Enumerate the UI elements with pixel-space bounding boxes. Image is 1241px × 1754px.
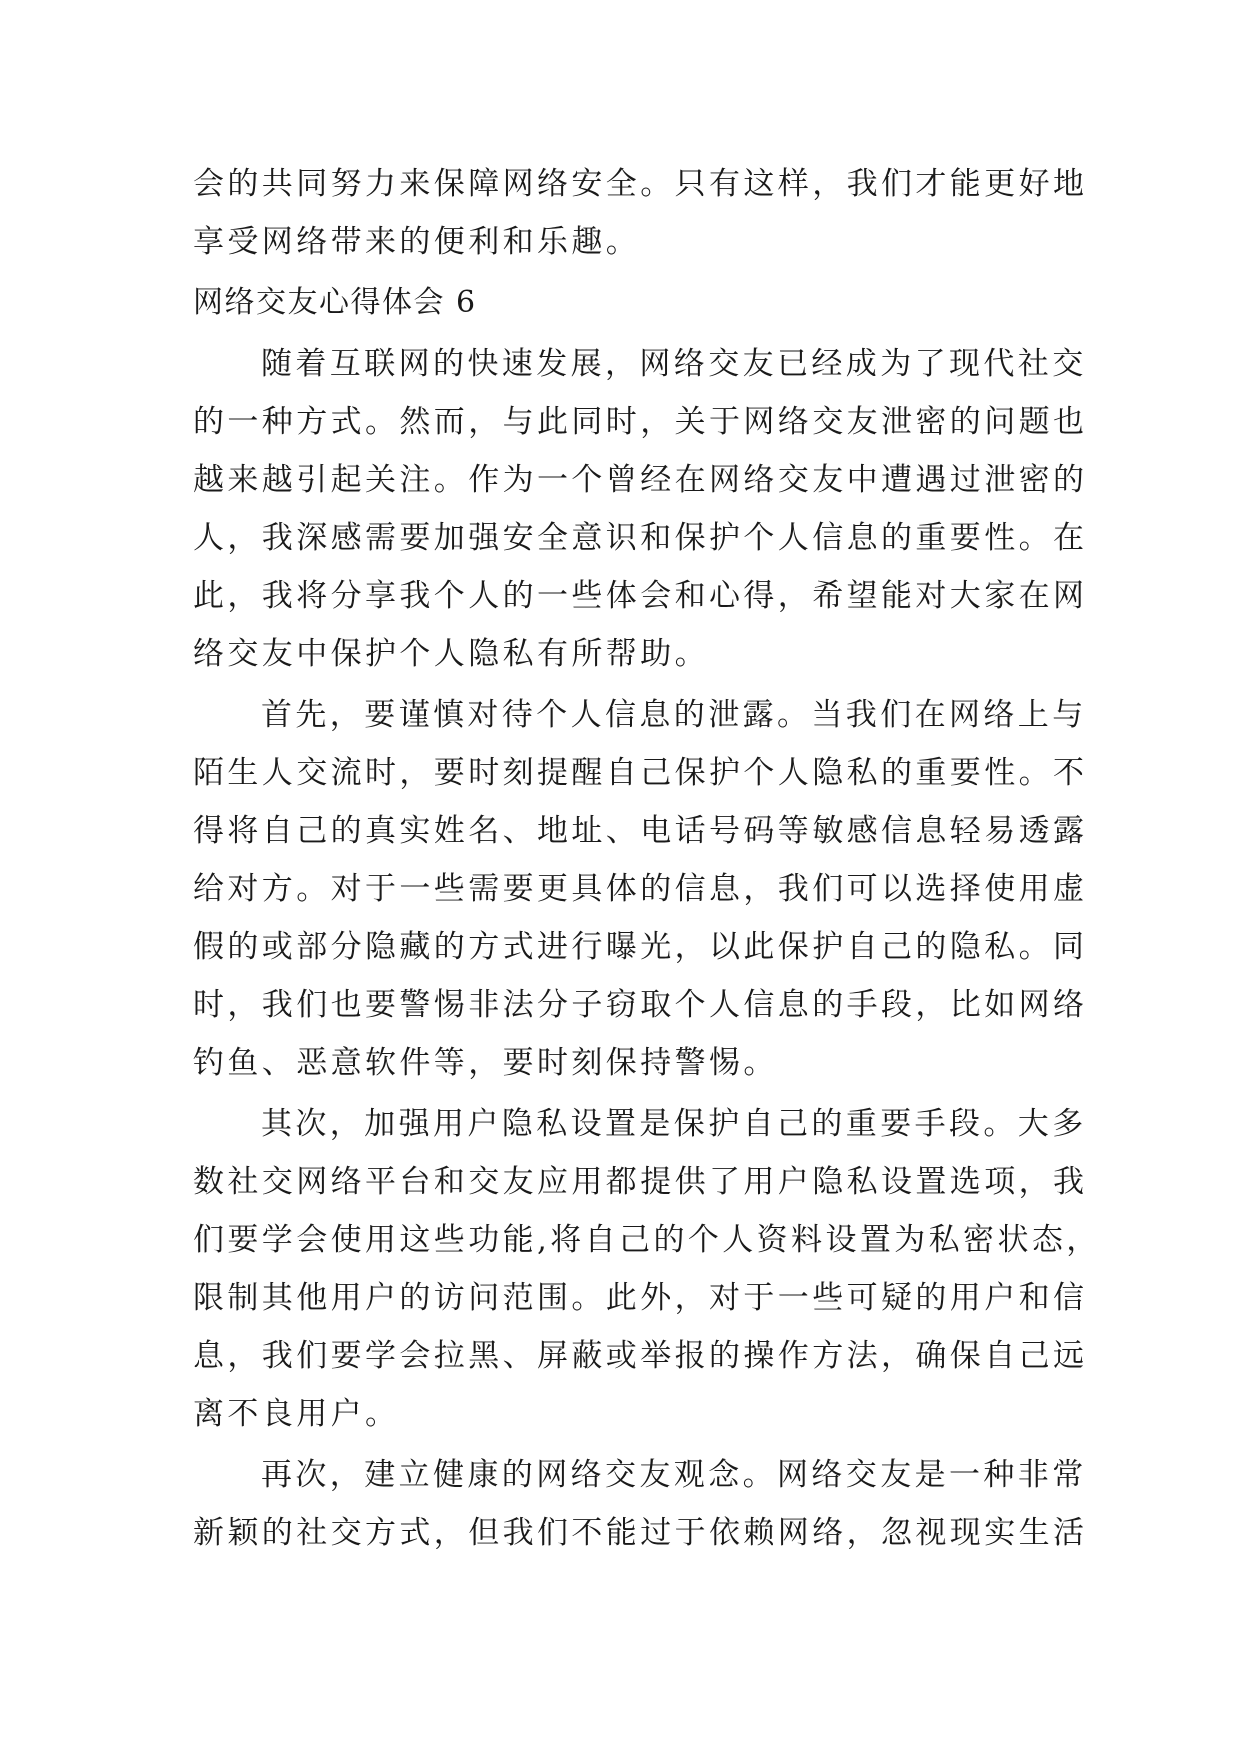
paragraph-3-line-3: 们要学会使用这些功能,将自己的个人资料设置为私密状态， [193,1222,1101,1258]
paragraph-3-line-6: 离不良用户。 [193,1396,400,1432]
paragraph-4-line-1: 再次，建立健康的网络交友观念。网络交友是一种非常 [261,1457,1087,1493]
paragraph-1-line-1: 随着互联网的快速发展，网络交友已经成为了现代社交 [261,346,1087,382]
paragraph-3-line-4: 限制其他用户的访问范围。此外，对于一些可疑的用户和信 [193,1280,1088,1316]
paragraph-1-line-5: 此，我将分享我个人的一些体会和心得，希望能对大家在网 [193,578,1088,614]
paragraph-2-line-6: 时，我们也要警惕非法分子窃取个人信息的手段，比如网络 [193,987,1088,1023]
paragraph-1-line-4: 人，我深感需要加强安全意识和保护个人信息的重要性。在 [193,520,1088,556]
paragraph-2-line-4: 给对方。对于一些需要更具体的信息，我们可以选择使用虚 [193,871,1088,907]
intro-line-1: 会的共同努力来保障网络安全。只有这样，我们才能更好地 [193,166,1088,202]
paragraph-2-line-2: 陌生人交流时，要时刻提醒自己保护个人隐私的重要性。不 [193,755,1088,791]
paragraph-2-line-5: 假的或部分隐藏的方式进行曝光，以此保护自己的隐私。同 [193,929,1088,965]
paragraph-2-line-7: 钓鱼、恶意软件等，要时刻保持警惕。 [193,1045,778,1081]
intro-line-2: 享受网络带来的便利和乐趣。 [193,224,641,260]
section-heading: 网络交友心得体会 6 [193,285,477,320]
paragraph-3-line-2: 数社交网络平台和交友应用都提供了用户隐私设置选项，我 [193,1164,1088,1200]
paragraph-2-line-3: 得将自己的真实姓名、地址、电话号码等敏感信息轻易透露 [193,813,1088,849]
paragraph-3-line-1: 其次，加强用户隐私设置是保护自己的重要手段。大多 [261,1106,1087,1142]
paragraph-1-line-2: 的一种方式。然而，与此同时，关于网络交友泄密的问题也 [193,404,1088,440]
paragraph-2-line-1: 首先，要谨慎对待个人信息的泄露。当我们在网络上与 [261,697,1087,733]
paragraph-1-line-6: 络交友中保护个人隐私有所帮助。 [193,636,709,672]
paragraph-3-line-5: 息，我们要学会拉黑、屏蔽或举报的操作方法，确保自己远 [193,1338,1088,1374]
paragraph-1-line-3: 越来越引起关注。作为一个曾经在网络交友中遭遇过泄密的 [193,462,1088,498]
paragraph-4-line-2: 新颖的社交方式，但我们不能过于依赖网络，忽视现实生活 [193,1515,1088,1551]
